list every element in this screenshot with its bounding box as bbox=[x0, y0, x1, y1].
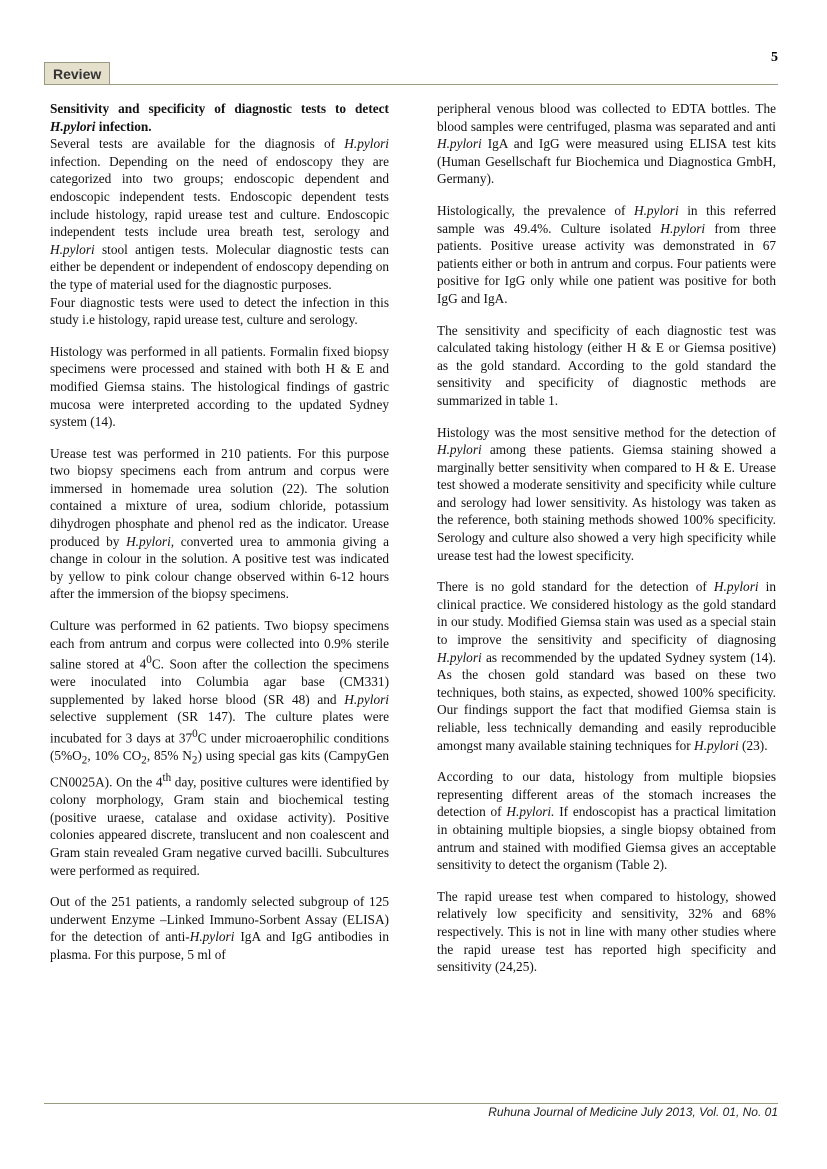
journal-footer: Ruhuna Journal of Medicine July 2013, Vol. 01, No. 01 bbox=[488, 1105, 778, 1119]
italic-run: H.pylori bbox=[694, 737, 739, 753]
header-divider bbox=[44, 84, 778, 85]
text-run: among these patients. Giemsa staining showed a marginally better sensitivity when compared to H & E. Urease test showed a moderate sensitivity and specificity while culture and serology had lower sensitivity. As histology was taken as the reference, both staining methods showed 100% specificity. Serology and culture also showed a very high specificity while urease test had the lowest specificity. bbox=[437, 442, 776, 563]
text-run: Out of the 251 patients, a randomly selected subgroup of 125 underwent Enzyme –Linked Immuno-Sorbent Assay (ELISA) for the detection of anti- bbox=[50, 894, 389, 945]
heading-text-end: infection. bbox=[95, 118, 152, 134]
italic-run: H.pylori. bbox=[506, 804, 555, 820]
section-heading bbox=[50, 100, 389, 135]
text-run: According to our data, histology from multiple biopsies representing different areas of the stomach increases the detection of bbox=[437, 769, 776, 820]
italic-run: H.pylori bbox=[50, 241, 95, 257]
subscript: 2 bbox=[191, 754, 198, 767]
text-run: , 85% N bbox=[146, 748, 192, 764]
paragraph-tests-overview bbox=[50, 135, 389, 293]
text-run: ) using special gas kits (CampyGen CN0025A). On the 4 bbox=[50, 748, 389, 790]
text-run: , 10% CO bbox=[87, 748, 142, 764]
superscript: 0 bbox=[192, 728, 198, 741]
text-run: in this referred sample was 49.4%. Culture isolated bbox=[437, 202, 776, 236]
text-run: converted urea to ammonia giving a change in colour in the solution. A positive test was indicated by yellow to pink colour change observed within 6-12 hours after the immersion of the biopsy specimens. bbox=[50, 533, 389, 602]
text-run: selective supplement (SR 147). The culture plates were incubated for 3 days at 37 bbox=[50, 709, 389, 746]
text-run: IgA and IgG were measured using ELISA test kits (Human Gesellschaft fur Biochemica und Diagnostica GmbH, Germany). bbox=[437, 136, 776, 187]
superscript: th bbox=[162, 772, 172, 785]
page-number: 5 bbox=[771, 50, 778, 65]
italic-run: H.pylori bbox=[713, 579, 759, 595]
text-run: in clinical practice. We considered histology as the gold standard in our study. Modified Giemsa stain was used as a special stain to improve the sensitivity and specificity of diagnosing bbox=[437, 579, 776, 648]
paragraph-no-gold-standard bbox=[437, 578, 776, 754]
subscript: 2 bbox=[81, 754, 88, 767]
paragraph-elisa bbox=[50, 893, 389, 963]
paragraph-blood-samples bbox=[437, 100, 776, 188]
text-run: If endoscopist has a practical limitation in obtaining multiple biopsies, a single biopsy obtained from antrum and stained with modified Giemsa gives an acceptable sensitivity to detect the organism (Table 2). bbox=[437, 804, 776, 873]
italic-run: H.pylori bbox=[437, 649, 482, 665]
paragraph-four-tests: Four diagnostic tests were used to detect the infection in this study i.e histology, rapid urease test, culture and serology. bbox=[50, 294, 389, 328]
paragraph-prevalence bbox=[437, 202, 776, 308]
text-run: infection. Depending on the need of endoscopy they are categorized into two groups; endoscopic dependent and endoscopic independent tests. Endoscopic dependent tests include histology, rapid urease test and culture. Endoscopic independent tests include urea breath test, serology and bbox=[50, 153, 389, 240]
left-column bbox=[50, 100, 389, 964]
italic-run: H.pylori bbox=[660, 220, 706, 236]
heading-text: Sensitivity and specificity of diagnostic tests to detect bbox=[50, 101, 389, 116]
paragraph-urease-test bbox=[50, 445, 389, 603]
text-run: (23). bbox=[738, 737, 768, 753]
italic-run: H.pylori bbox=[437, 136, 482, 152]
heading-italic-text: H.pylori bbox=[50, 118, 96, 134]
text-run: Culture was performed in 62 patients. Two biopsy specimens each from antrum and corpus were collected into 0.9% sterile saline stored at 4 bbox=[50, 618, 389, 672]
paragraph-rapid-urease: The rapid urease test when compared to histology, showed relatively low specificity and sensitivity, 32% and 68% respectively. This is not in line with many other studies where the rapid urease test has reported high specificity and sensitivity (24,25). bbox=[437, 888, 776, 975]
superscript: 0 bbox=[146, 654, 152, 667]
text-run: Histologically, the prevalence of bbox=[437, 202, 634, 218]
italic-run: H.pylori, bbox=[126, 533, 175, 549]
text-run: C under microaerophilic conditions (5%O bbox=[50, 730, 389, 764]
paragraph-culture bbox=[50, 617, 389, 879]
text-run: Urease test was performed in 210 patients. For this purpose two biopsy specimens each from antrum and corpus were immersed in homemade urea solution (22). The solution contained a mixture of urea, sodium chloride, potassium dihydrogen phosphate and phenol red as the indicator. Urease produced by bbox=[50, 445, 389, 549]
text-run: Several tests are available for the diagnosis of bbox=[50, 136, 345, 152]
section-tab-review: Review bbox=[44, 62, 110, 85]
text-run: as recommended by the updated Sydney system (14). As the chosen gold standard was based on these two techniques, both stains, as expected, showed 100% specificity. Our findings support the fact that modified Giemsa stain is reliable, less technically demanding and easily reproducible amongst many available staining techniques for bbox=[437, 649, 776, 753]
right-column bbox=[437, 100, 776, 976]
text-run: Histology was the most sensitive method for the detection of bbox=[437, 424, 776, 440]
italic-run: H.pylori bbox=[189, 929, 235, 945]
italic-run: H.pylori bbox=[437, 442, 482, 458]
italic-run: H.pylori bbox=[344, 691, 389, 707]
subscript: 2 bbox=[141, 754, 147, 767]
text-run: IgA and IgG antibodies in plasma. For this purpose, 5 ml of bbox=[50, 929, 389, 963]
text-run: from three patients. Positive urease activity was demonstrated in 67 patients either or both in antrum and corpus. Four patients were positive for IgG only while one patient was positive for both IgG and IgA. bbox=[437, 220, 776, 306]
paragraph-histology: Histology was performed in all patients. Formalin fixed biopsy specimens were processed and stained with both H & E and modified Giemsa stains. The histological findings of gastric mucosa were interpreted according to the updated Sydney system (14). bbox=[50, 343, 389, 430]
text-run: day, positive cultures were identified by colony morphology, Gram stain and biochemical testing (positive uraese, catalase and oxidase activity). Positive colonies appeared discrete, translucent and non coalescent and Gram stain revealed Gram negative curved bacilli. Subcultures were performed as required. bbox=[50, 774, 390, 878]
text-run: peripheral venous blood was collected to EDTA bottles. The blood samples were centrifuged, plasma was separated and anti bbox=[437, 101, 776, 134]
text-run: stool antigen tests. Molecular diagnostic tests can either be dependent or independent of endoscopy depending on the type of material used for the diagnostic purposes. bbox=[50, 241, 389, 292]
italic-run: H.pylori bbox=[633, 202, 679, 218]
paragraph-multiple-biopsies bbox=[437, 768, 776, 874]
text-run: C. Soon after the collection the specimens were inoculated into Columbia agar base (CM331) supplemented by laked horse blood (SR 48) and bbox=[50, 656, 390, 707]
text-run: There is no gold standard for the detection of bbox=[437, 579, 714, 595]
paragraph-most-sensitive bbox=[437, 424, 776, 565]
footer-divider bbox=[44, 1103, 778, 1104]
italic-run: H.pylori bbox=[344, 136, 389, 152]
paragraph-gold-standard: The sensitivity and specificity of each diagnostic test was calculated taking histology (either H & E or Giemsa positive) as the gold standard. According to the gold standard the sensitivity and specificity of diagnostic methods are summarized in table 1. bbox=[437, 322, 776, 408]
